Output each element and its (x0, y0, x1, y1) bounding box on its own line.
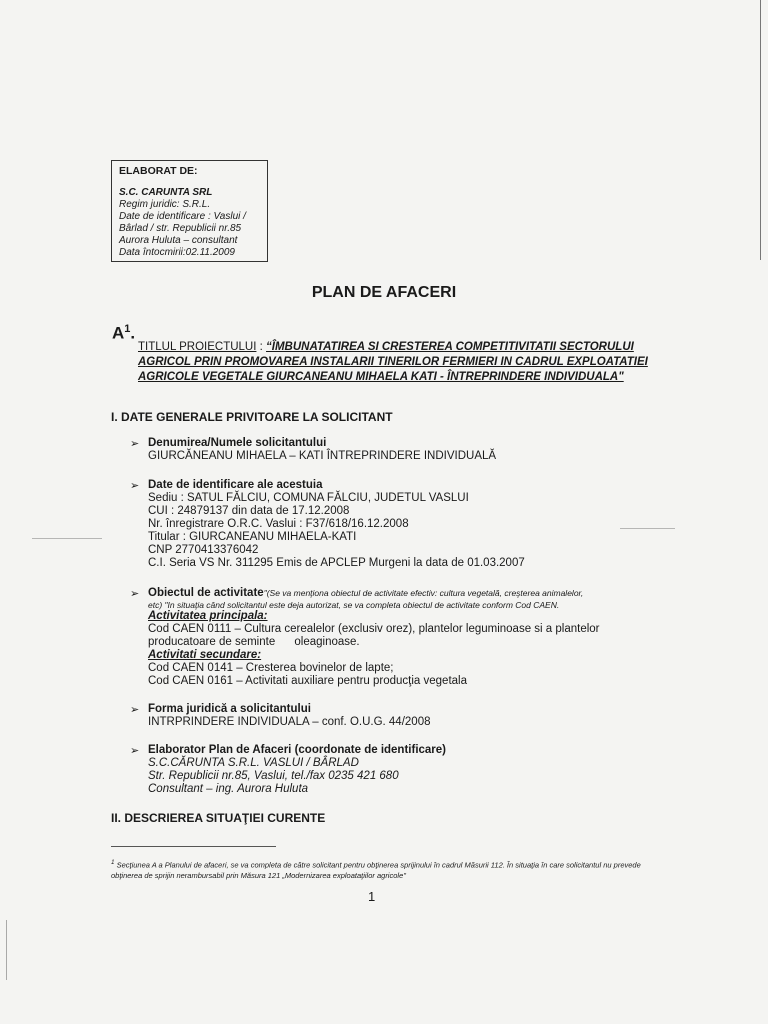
applicant-name-block (130, 437, 496, 463)
identification-line: C.I. Seria VS Nr. 311295 Emis de APCLEP Murgeni la data de 01.03.2007 (148, 557, 525, 569)
section-a-letter: A (112, 323, 125, 343)
footnote-ref: 1 (124, 323, 131, 335)
prepared-by-line: Data întocmirii:02.11.2009 (119, 247, 235, 258)
identification-line: Sediu : SATUL FĂLCIU, COMUNA FĂLCIU, JUDETUL VASLUI (148, 492, 469, 504)
identification-line: CUI : 24879137 din data de 17.12.2008 (148, 505, 350, 517)
elaborator-heading: Elaborator Plan de Afaceri (coordonate de identificare) (148, 744, 447, 756)
secondary-activity-label: Activitati secundare: (148, 649, 262, 661)
footnote (111, 858, 651, 881)
applicant-name-value: GIURCĂNEANU MIHAELA – KATI ÎNTREPRINDERE INDIVIDUALĂ (148, 450, 497, 462)
identification-block (130, 479, 525, 570)
identification-line: Nr. înregistrare O.R.C. Vaslui : F37/618/16.12.2008 (148, 518, 409, 530)
section-1-heading: I. DATE GENERALE PRIVITOARE LA SOLICITANT (111, 410, 393, 424)
scan-edge-mark (620, 528, 675, 529)
footnote-text: Secţiunea A a Planului de afaceri, se va completa de către solicitant pentru obţinerea sprijinului în cadrul Măsurii 112. În situaţia în care solicitantul nu prevede obţinerea de sprijin nerambursabil prin Măsura 121 „Modernizarea exploataţiilor agricole" (111, 860, 641, 880)
main-activity-line: producatoare de seminte oleaginoase. (148, 636, 360, 648)
identification-line: Titular : GIURCANEANU MIHAELA-KATI (148, 531, 357, 543)
elaborator-line: S.C.CĂRUNTA S.R.L. VASLUI / BÂRLAD (148, 757, 359, 769)
scan-edge-mark (760, 0, 761, 260)
secondary-activity-line: Cod CAEN 0141 – Cresterea bovinelor de lapte; (148, 662, 394, 674)
footnote-divider (111, 846, 276, 847)
prepared-by-line: Bârlad / str. Republicii nr.85 (119, 223, 242, 234)
activity-heading: Obiectul de activitate (148, 587, 264, 599)
page-number: 1 (368, 889, 376, 904)
arrow-bullet-icon: ➢ (130, 745, 140, 757)
scan-edge-mark (6, 920, 7, 980)
project-title-block (138, 340, 654, 385)
applicant-name-heading: Denumirea/Numele solicitantului (148, 437, 327, 449)
project-title-colon: : (256, 341, 267, 353)
prepared-by-label: ELABORAT DE: (119, 165, 198, 177)
arrow-bullet-icon: ➢ (130, 588, 140, 600)
document-title: PLAN DE AFACERI (311, 284, 457, 301)
prepared-by-line: Date de identificare : Vaslui / (119, 211, 246, 222)
activity-block (130, 587, 600, 688)
identification-line: CNP 2770413376042 (148, 544, 259, 556)
arrow-bullet-icon: ➢ (130, 704, 140, 716)
scan-edge-mark (32, 538, 102, 539)
section-2-heading: II. DESCRIEREA SITUAŢIEI CURENTE (111, 811, 326, 825)
legal-form-block (130, 703, 431, 729)
project-title-text: “ÎMBUNATATIREA SI CRESTEREA COMPETITIVITATII SECTORULUI AGRICOL PRIN PROMOVAREA INSTALARII TINERILOR FERMIERI IN CADRUL EXPLOATATIEI AGRICOLE VEGETALE GIURCANEANU MIHAELA KATI - ÎNTREPRINDERE INDIVIDUALA" (138, 341, 648, 383)
main-activity-label: Activitatea principala: (148, 610, 268, 622)
activity-note-cont: etc) "In situaţia când solicitantul este deja autorizat, se va completa obiectul de activitate conform Cod CAEN. (148, 600, 560, 610)
legal-form-value: INTRPRINDERE INDIVIDUALA – conf. O.U.G. 44/2008 (148, 716, 431, 728)
elaborator-line: Consultant – ing. Aurora Huluta (148, 783, 309, 795)
prepared-by-line: Aurora Huluta – consultant (119, 235, 238, 246)
arrow-bullet-icon: ➢ (130, 480, 140, 492)
section-a-dot: . (130, 323, 136, 343)
project-title-label: TITLUL PROIECTULUI (138, 341, 257, 353)
prepared-by-box (111, 160, 268, 262)
main-activity-line: Cod CAEN 0111 – Cultura cerealelor (exclusiv orez), plantelor leguminoase si a plantelor (148, 623, 600, 635)
legal-form-heading: Forma juridică a solicitantului (148, 703, 311, 715)
section-a-heading (112, 323, 135, 344)
prepared-by-line: Regim juridic: S.R.L. (119, 199, 211, 210)
elaborator-line: Str. Republicii nr.85, Vaslui, tel./fax 0235 421 680 (148, 770, 399, 782)
arrow-bullet-icon: ➢ (130, 438, 140, 450)
prepared-by-company: S.C. CARUNTA SRL (119, 187, 213, 198)
identification-heading: Date de identificare ale acestuia (148, 479, 323, 491)
activity-note: "(Se va menţiona obiectul de activitate efectiv: cultura vegetală, creşterea animalelor, (263, 588, 584, 598)
secondary-activity-line: Cod CAEN 0161 – Activitati auxiliare pentru producţia vegetala (148, 675, 467, 687)
elaborator-block (130, 744, 446, 796)
footnote-mark: 1 (111, 859, 115, 866)
